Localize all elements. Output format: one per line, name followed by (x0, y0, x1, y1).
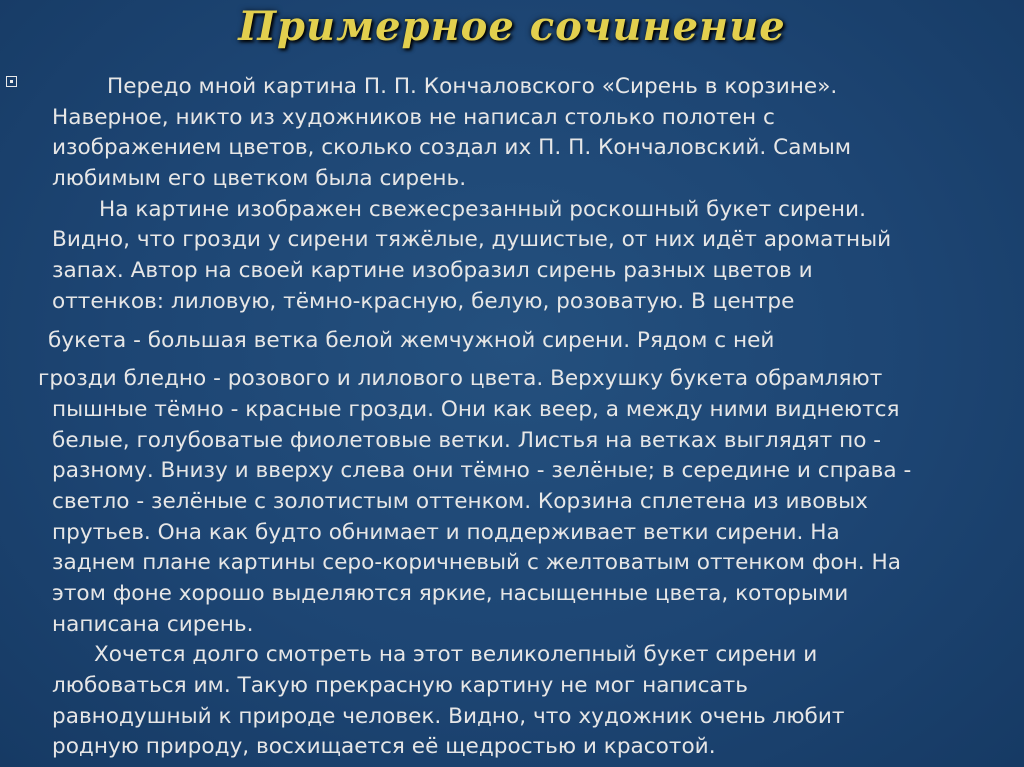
essay-line: родную природу, восхищается её щедростью и красотой. (52, 734, 716, 760)
essay-line: этом фоне хорошо выделяются яркие, насыщенные цвета, которыми (52, 581, 849, 606)
essay-line: написана сирень. (52, 611, 254, 637)
square-bullet-icon (6, 76, 17, 87)
essay-line: запах. Автор на своей картине изобразил сирень разных цветов и (52, 258, 813, 284)
essay-line: Хочется долго смотреть на этот великолепный букет сирени и (94, 642, 818, 668)
essay-line: На картине изображен свежесрезанный роскошный букет сирени. (99, 196, 866, 222)
slide-title: Примерное сочинение (238, 3, 786, 50)
essay-line: любимым его цветком была сирень. (52, 166, 467, 192)
essay-line: изображением цветов, сколько создал их П. П. Кончаловский. Самым (52, 135, 852, 161)
essay-line: равнодушный к природе человек. Видно, что художник очень любит (52, 703, 845, 729)
essay-line: Видно, что грозди у сирени тяжёлые, душистые, от них идёт ароматный (52, 227, 892, 253)
essay-line: Передо мной картина П. П. Кончаловского «Сирень в корзине». (107, 74, 838, 99)
essay-line: оттенков: лиловую, тёмно-красную, белую, розоватую. В центре (52, 288, 795, 314)
essay-line: заднем плане картины серо-коричневый с желтоватым оттенком фон. На (52, 550, 901, 576)
essay-line: прутьев. Она как будто обнимает и поддерживает ветки сирени. На (52, 519, 840, 545)
essay-line: грозди бледно - розового и лилового цвета. Верхушку букета обрамляют (38, 366, 883, 392)
essay-line: разному. Внизу и вверху слева они тёмно - зелёные; в середине и справа - (52, 458, 912, 484)
essay-text (38, 72, 1012, 763)
essay-line: пышные тёмно - красные грозди. Они как веер, а между ними виднеются (52, 396, 900, 422)
essay-line: Наверное, никто из художников не написал столько полотен с (52, 104, 775, 130)
essay-line: любоваться им. Такую прекрасную картину не мог написать (52, 673, 748, 699)
essay-line: белые, голубоватые фиолетовые ветки. Листья на ветках выглядят по - (52, 427, 882, 453)
essay-line: букета - большая ветка белой жемчужной сирени. Рядом с ней (48, 327, 775, 353)
essay-line: светло - зелёные с золотистым оттенком. Корзина сплетена из ивовых (52, 488, 868, 514)
